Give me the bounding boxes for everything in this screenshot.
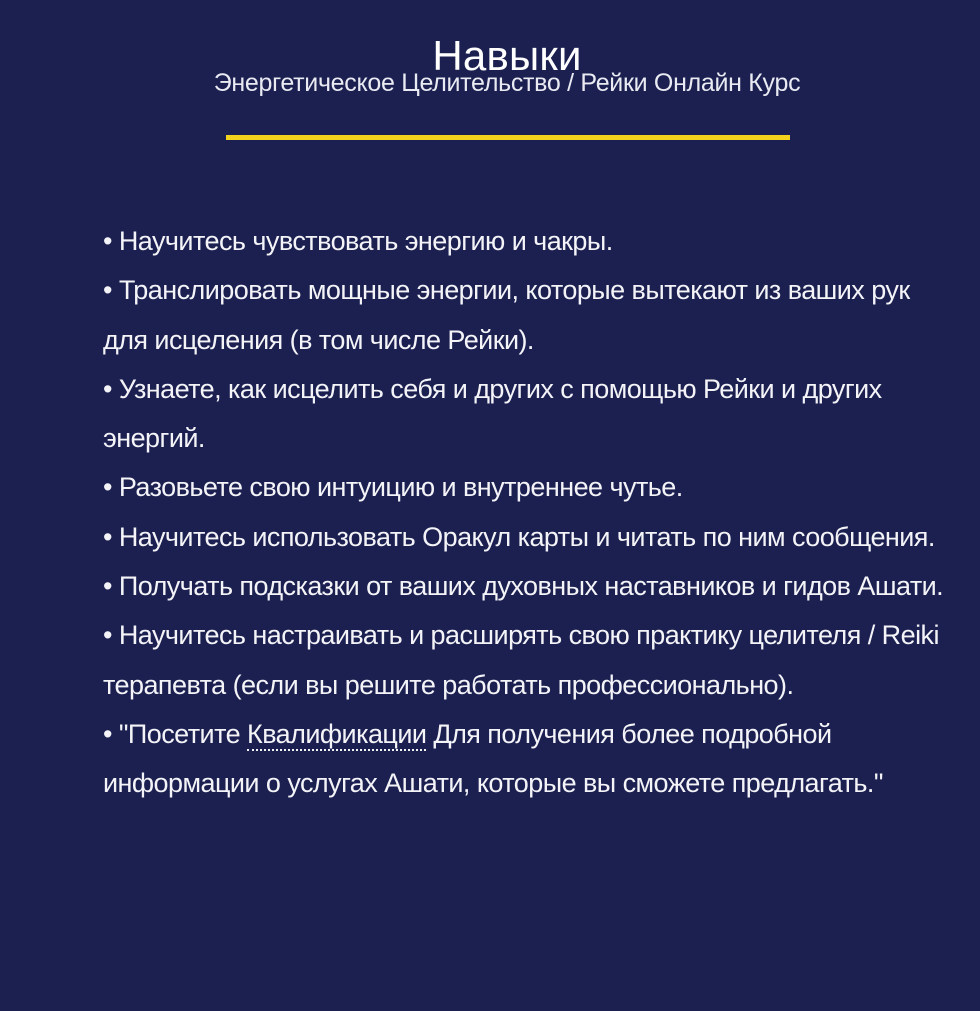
skill-item-qualifications <box>103 710 953 809</box>
title-divider <box>226 135 790 140</box>
skill-item-feel-energy: • Научитесь чувствовать энергию и чакры. <box>103 226 613 256</box>
skill-item-oracle-cards: • Научитесь использовать Оракул карты и читать по ним сообщения. <box>103 521 935 552</box>
skill-item-heal-self-others: • Узнаете, как исцелить себя и других с помощью Рейки и других энергий. <box>103 373 882 454</box>
qualifications-link[interactable]: Квалификации <box>247 718 427 749</box>
skill-item-channel-energy: • Транслировать мощные энергии, которые вытекают из ваших рук для исцеления (в том числе Рейки). <box>103 275 910 355</box>
page-subtitle: Энергетическое Целительство / Рейки Онлайн Курс <box>213 69 801 97</box>
skill-item-practice: • Научитесь настраивать и расширять свою практику целителя / Reiki терапевта (если вы решите работать профессионально). <box>103 620 939 700</box>
skill-item-intuition: • Разовьете свою интуицию и внутреннее чутье. <box>103 472 683 503</box>
qualifications-prefix: • "Посетите <box>103 718 248 749</box>
page-title: Навыки <box>432 32 582 80</box>
qualifications-suffix: Для получения более подробной информации о услугах Ашати, которые вы сможете предлагать." <box>103 718 883 799</box>
skills-list <box>103 217 953 809</box>
skill-item-spirit-guides: • Получать подсказки от ваших духовных наставников и гидов Ашати. <box>103 571 944 602</box>
